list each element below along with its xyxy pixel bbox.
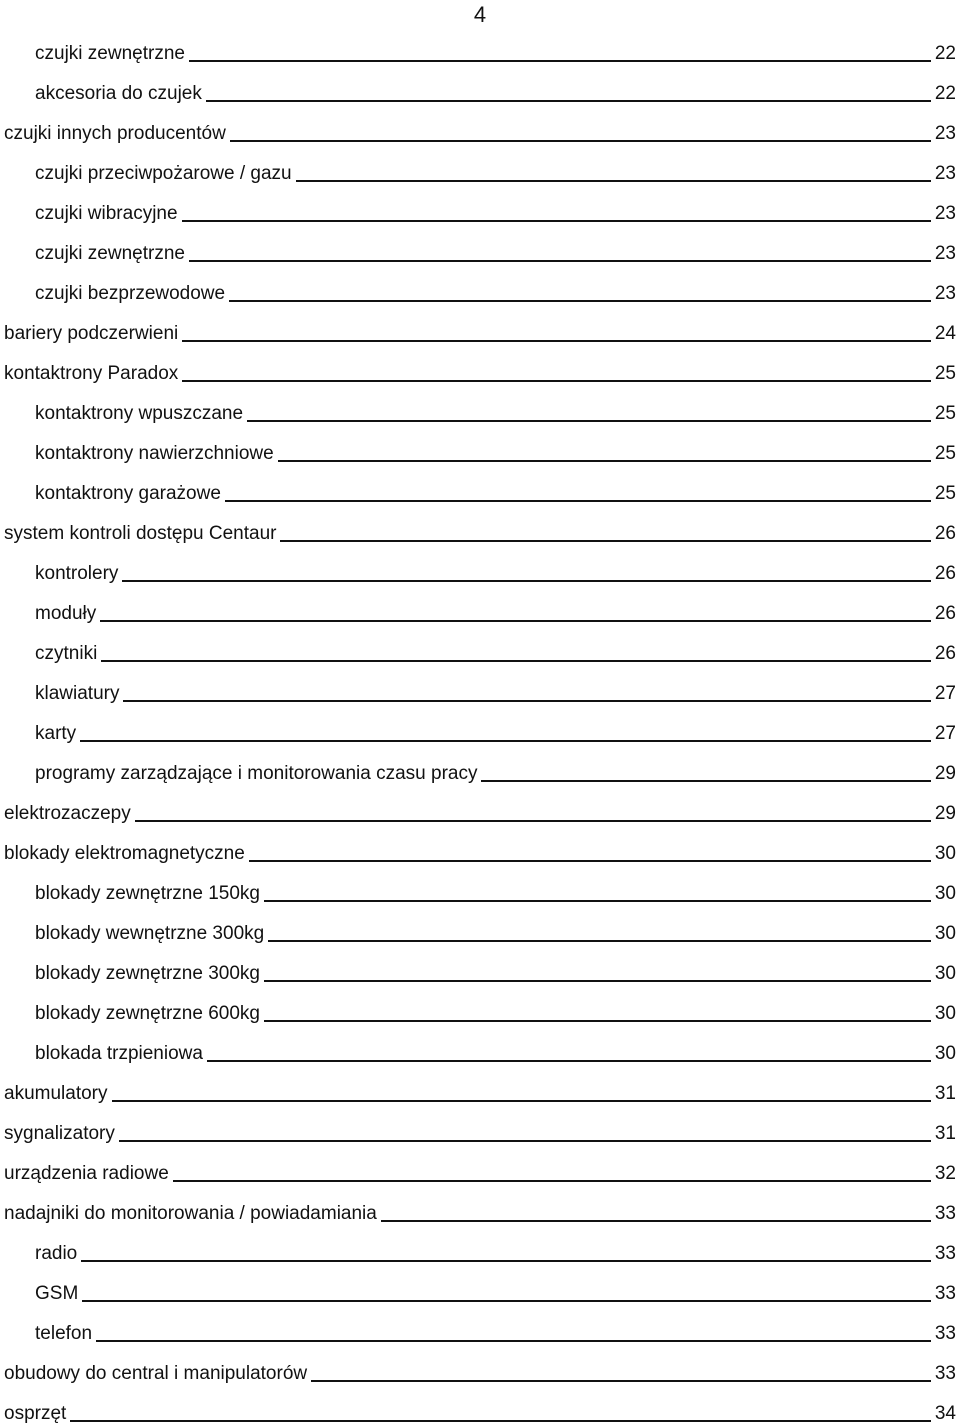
toc-leader-line [100,620,931,622]
toc-entry-page: 33 [934,1243,956,1264]
toc-entry-page: 27 [934,723,956,744]
toc-entry[interactable] [0,1226,960,1266]
toc-entry-title: czujki bezprzewodowe [35,283,226,304]
toc-entry-page: 30 [934,883,956,904]
toc-entry-title: kontaktrony Paradox [4,363,179,384]
toc-leader-line [123,700,930,702]
toc-leader-line [173,1180,931,1182]
toc-leader-line [264,980,931,982]
toc-leader-line [182,220,931,222]
toc-entry-title: programy zarządzające i monitorowania czasu pracy [35,763,478,784]
toc-entry-title: urządzenia radiowe [4,1163,169,1184]
toc-entry[interactable] [0,386,960,426]
toc-leader-line [381,1220,931,1222]
toc-leader-line [112,1100,931,1102]
toc-entry-page: 26 [934,563,956,584]
toc-entry-page: 25 [934,403,956,424]
toc-leader-line [225,500,931,502]
toc-leader-line [207,1060,931,1062]
toc-entry-page: 30 [934,1003,956,1024]
toc-leader-line [264,1020,931,1022]
toc-entry[interactable] [0,266,960,306]
toc-leader-line [268,940,931,942]
toc-leader-line [82,1300,931,1302]
toc-entry-page: 23 [934,123,956,144]
toc-entry[interactable] [0,1146,960,1186]
toc-entry-title: kontrolery [35,563,119,584]
toc-entry[interactable] [0,1346,960,1386]
toc-entry-title: moduły [35,603,97,624]
toc-entry-page: 33 [934,1283,956,1304]
toc-entry-title: blokady elektromagnetyczne [4,843,245,864]
toc-entry-page: 32 [934,1163,956,1184]
toc-entry-title: blokady zewnętrzne 600kg [35,1003,260,1024]
toc-leader-line [189,260,931,262]
toc-entry-title: czujki innych producentów [4,123,226,144]
toc-entry-page: 34 [934,1403,956,1424]
toc-entry-page: 25 [934,483,956,504]
toc-entry-page: 22 [934,43,956,64]
page-number: 4 [473,2,487,27]
toc-entry-page: 33 [934,1323,956,1344]
toc-entry[interactable] [0,586,960,626]
toc-entry[interactable] [0,146,960,186]
toc-leader-line [247,420,931,422]
toc-entry[interactable] [0,626,960,666]
toc-entry-page: 26 [934,643,956,664]
toc-entry-page: 23 [934,203,956,224]
toc-entry-title: blokady zewnętrzne 300kg [35,963,260,984]
toc-entry-page: 25 [934,443,956,464]
toc-entry-title: blokady wewnętrzne 300kg [35,923,265,944]
toc-entry-page: 23 [934,243,956,264]
toc-entry-page: 26 [934,523,956,544]
toc-entry[interactable] [0,226,960,266]
toc-entry-title: czujki zewnętrzne [35,43,185,64]
toc-entry-page: 31 [934,1123,956,1144]
toc-entry[interactable] [0,426,960,466]
toc-entry-page: 30 [934,963,956,984]
toc-entry-page: 30 [934,1043,956,1064]
toc-entry-title: kontaktrony wpuszczane [35,403,244,424]
toc-entry[interactable] [0,1386,960,1426]
toc-leader-line [182,380,931,382]
toc-entry-title: karty [35,723,77,744]
toc-leader-line [189,60,931,62]
toc-entry[interactable] [0,106,960,146]
toc-entry-title: klawiatury [35,683,120,704]
toc-entry[interactable] [0,786,960,826]
toc-entry[interactable] [0,186,960,226]
toc-entry[interactable] [0,1106,960,1146]
toc-entry-title: akcesoria do czujek [35,83,202,104]
toc-leader-line [280,540,930,542]
toc-entry-page: 29 [934,763,956,784]
toc-entry-title: czujki wibracyjne [35,203,178,224]
toc-entry-title: elektrozaczepy [4,803,131,824]
toc-entry-page: 31 [934,1083,956,1104]
toc-entry[interactable] [0,306,960,346]
toc-entry[interactable] [0,66,960,106]
toc-entry-page: 23 [934,283,956,304]
toc-entry-title: kontaktrony garażowe [35,483,221,504]
toc-entry-title: sygnalizatory [4,1123,115,1144]
toc-entry-title: GSM [35,1283,79,1304]
toc-leader-line [81,1260,931,1262]
toc-entry[interactable] [0,986,960,1026]
toc-entry[interactable] [0,546,960,586]
toc-leader-line [101,660,931,662]
toc-entry-page: 26 [934,603,956,624]
toc-leader-line [311,1380,931,1382]
toc-entry[interactable] [0,666,960,706]
toc-leader-line [481,780,930,782]
toc-entry[interactable] [0,706,960,746]
toc-entry-title: radio [35,1243,78,1264]
toc-entry-title: czujki przeciwpożarowe / gazu [35,163,292,184]
toc-entry-page: 30 [934,843,956,864]
toc-entry[interactable] [0,26,960,66]
toc-entry-title: blokada trzpieniowa [35,1043,203,1064]
toc-entry-page: 27 [934,683,956,704]
toc-entry[interactable] [0,1306,960,1346]
toc-leader-line [70,1420,931,1422]
toc-entry-page: 22 [934,83,956,104]
toc-entry-title: blokady zewnętrzne 150kg [35,883,260,904]
toc-entry-title: czujki zewnętrzne [35,243,185,264]
toc-leader-line [229,300,931,302]
toc-leader-line [230,140,931,142]
toc-entry[interactable] [0,826,960,866]
toc-entry-page: 24 [934,323,956,344]
toc-leader-line [96,1340,931,1342]
toc-entry[interactable] [0,1266,960,1306]
toc-entry[interactable] [0,746,960,786]
toc-entry-title: nadajniki do monitorowania / powiadamiania [4,1203,377,1224]
toc-entry-page: 30 [934,923,956,944]
toc-entry-page: 29 [934,803,956,824]
toc-entry[interactable] [0,866,960,906]
toc-leader-line [80,740,931,742]
toc-leader-line [206,100,931,102]
toc-leader-line [264,900,931,902]
toc-entry-page: 23 [934,163,956,184]
toc-entry-title: kontaktrony nawierzchniowe [35,443,274,464]
toc-entry-title: osprzęt [4,1403,67,1424]
toc-entry[interactable] [0,466,960,506]
toc-leader-line [249,860,931,862]
toc-entry-title: obudowy do central i manipulatorów [4,1363,308,1384]
toc-leader-line [122,580,930,582]
toc-entry[interactable] [0,1066,960,1106]
toc-entry-title: akumulatory [4,1083,108,1104]
toc-entry-page: 33 [934,1363,956,1384]
toc-entry[interactable] [0,506,960,546]
toc-entry-page: 25 [934,363,956,384]
toc-entry[interactable] [0,346,960,386]
toc-leader-line [296,180,931,182]
table-of-contents [0,26,960,1426]
toc-entry-title: bariery podczerwieni [4,323,179,344]
toc-entry-title: system kontroli dostępu Centaur [4,523,277,544]
toc-leader-line [278,460,931,462]
toc-entry-page: 33 [934,1203,956,1224]
toc-entry[interactable] [0,1186,960,1226]
toc-entry[interactable] [0,946,960,986]
toc-leader-line [135,820,931,822]
toc-entry[interactable] [0,906,960,946]
toc-entry-title: czytniki [35,643,98,664]
toc-entry-title: telefon [35,1323,93,1344]
toc-entry[interactable] [0,1026,960,1066]
toc-leader-line [182,340,931,342]
toc-leader-line [119,1140,931,1142]
